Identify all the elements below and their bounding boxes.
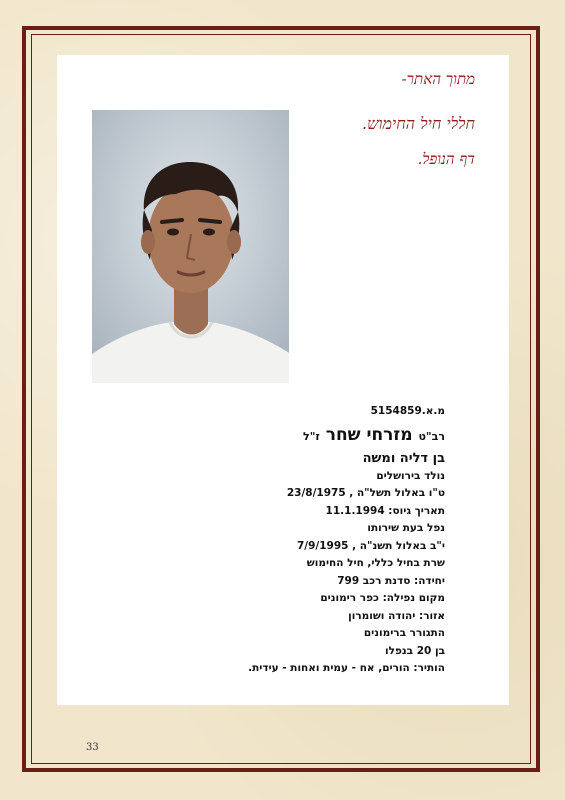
parents-line: בן דליה ומשה [362,450,445,466]
birthplace-line: נולד בירושלים [376,469,445,482]
honorific: ז"ל [303,429,320,443]
service-number: מ.א.5154859 [370,405,445,417]
page-number: 33 [86,742,99,753]
portrait-illustration [92,110,289,383]
unit-line: יחידה: סדנת רכב 799 [337,574,445,587]
portrait-photo [92,110,289,383]
soldier-name: מזרחי שחר [325,424,413,445]
residence-line: התגורר ברימונים [363,627,445,639]
corps-header: חללי חיל החימוש. [362,114,475,133]
fell-in-service-line: נפל בעת שירותו [367,522,445,534]
area-line: אזור: יהודה ושומרון [348,609,445,622]
place-fallen-line: מקום נפילה: כפר רימונים [320,592,445,604]
source-header: מתוך האתר- [401,70,475,88]
age-line: בן 20 בנפלו [385,644,445,657]
death-date-line: י"ב באלול תשנ"ה , 7/9/1995 [296,539,445,552]
draft-date-line: תאריך גיוס: 11.1.1994 [325,504,445,517]
soldier-details [145,403,445,678]
page-header: דף הנופל. [417,150,475,168]
rank-label: רב"ט [418,429,445,443]
soldier-name-line [145,424,445,448]
corps-line: שרת בחיל כללי, חיל החימוש [306,557,445,569]
birth-date-line: ט"ו באלול תשל"ה , 23/8/1975 [286,487,445,499]
survivors-line: הותיר: הורים, אח - עמית ואחות - עידית. [248,662,445,674]
